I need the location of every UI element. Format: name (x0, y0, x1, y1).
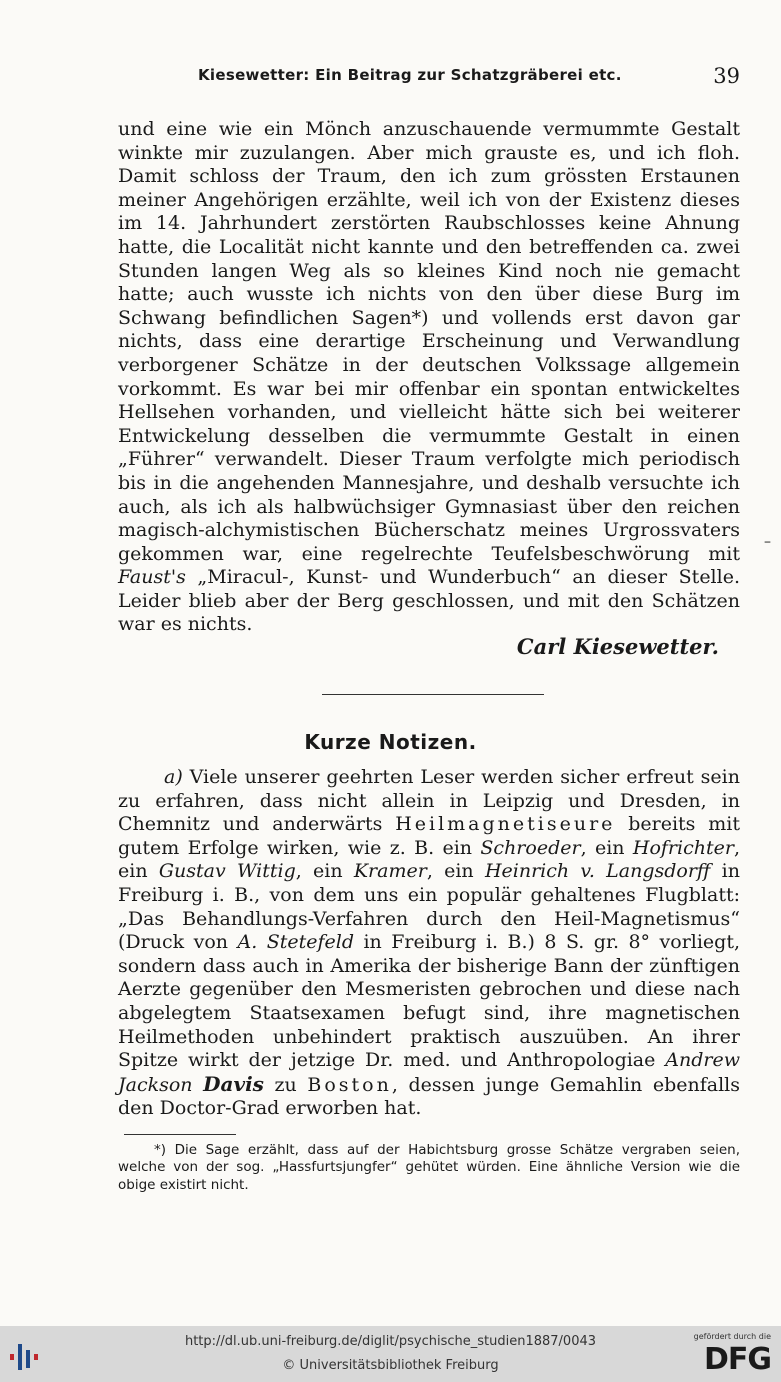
dfg-caption: gefördert durch die (693, 1332, 771, 1341)
section-title: Kurze Notizen. (304, 730, 477, 754)
name-kramer: Kramer (353, 860, 427, 883)
page-header (118, 66, 740, 96)
p2-text-f: , ein (426, 860, 485, 883)
p2-text-c: , ein (580, 836, 633, 859)
p2-text-b: bereits mit gutem Erfolge wirken, wie z. B. ein (118, 813, 740, 859)
footnote-mark: *) (154, 1142, 167, 1158)
p2-text-e: , ein (295, 860, 354, 883)
viewer-footer (0, 1326, 781, 1382)
body-paragraph-1 (118, 118, 740, 637)
faust-ref: Faust's (118, 566, 186, 589)
name-stetefeld: A. Stetefeld (237, 931, 354, 954)
page-number: 39 (713, 64, 740, 88)
p1-text: und eine wie ein Mönch anzuschauende vermummte Gestalt winkte mir zuzulangen. Aber mich grauste es, und ich floh. Damit schloss der Traum, den ich zum grössten Erstaunen meiner Angehörigen erzählte, weil ich von der Existenz dieses im 14. Jahrhundert zerstörten Raubschlosses keine Ahnung hatte, die Localität nicht kannte und den betreffenden ca. zwei Stunden langen Weg als so kleines Kind noch nie gemacht hatte; auch wusste ich nichts von den über diese Burg im Schwang befindlichen Sagen*) und vollends erst davon gar nichts, dass eine derartige Erscheinung und Verwandlung verborgener Schätze in der deutschen Volkssage allgemein vorkommt. Es war bei mir offenbar ein spontan entwickeltes Hellsehen vorhanden, und vielleicht hätte sich bei weiterer Entwickelung desselben die vermummte Gestalt in einen „Führer“ verwandelt. Dieser Traum verfolgte mich periodisch bis in die angehenden Mannesjahre, und deshalb versuchte ich auch, als ich als halbwüchsiger Gymnasiast über den reichen magisch-alchymistischen Bücherschatz meines Urgrossvaters gekommen war, eine regelrechte Teufelsbeschwörung mit (118, 118, 740, 565)
margin-mark: – (764, 534, 771, 550)
name-hofrichter: Hofrichter (632, 836, 734, 859)
p2-text-a: Viele unserer geehrten Leser werden sicher erfreut sein zu erfahren, dass nicht allein in Leipzig und Dresden, in Chemnitz und anderwärts (118, 766, 740, 836)
p1-end: „Miracul-, Kunst- und Wunderbuch“ an dieser Stelle. Leider blieb aber der Berg geschlossen, und mit den Schätzen war es nichts. (118, 566, 740, 636)
p2-text-d: , ein (118, 836, 740, 883)
name-davis: Davis (203, 1071, 264, 1096)
name-wittig: Gustav Wittig (158, 860, 296, 883)
author-signature: Carl Kiesewetter. (516, 634, 719, 659)
dfg-logo: DFG (703, 1342, 771, 1377)
section-divider (322, 694, 544, 695)
city-boston: Boston (307, 1073, 392, 1096)
name-schroeder: Schroeder (480, 836, 581, 859)
p2-text-h: in Freiburg i. B.) 8 S. gr. 8° vorliegt, sondern dass auch in Amerika der bisherige Bann der zünftigen Aerzte gegenüber den Mesmeristen gebrochen und diese nach abgelegtem Staatsexamen befugt sind, ihre magnetischen Heilmethoden unbehindert praktisch auszuüben. An ihrer Spitze wirkt der jetzige Dr. med. und Anthropologiae (118, 931, 741, 1072)
heilmagnetiseure: Heilmagnetiseure (395, 813, 616, 836)
item-label: a) (164, 766, 183, 788)
body-paragraph-2 (118, 766, 740, 1121)
running-title: Kiesewetter: Ein Beitrag zur Schatzgräberei etc. (198, 66, 622, 84)
copyright-text: © Universitätsbibliothek Freiburg (282, 1358, 499, 1373)
footnote-rule (124, 1134, 236, 1135)
footnote (118, 1142, 740, 1194)
p2-text-j: , dessen junge Gemahlin ebenfalls den Doctor-Grad erworben hat. (118, 1073, 740, 1120)
source-url-link[interactable]: http://dl.ub.uni-freiburg.de/diglit/psychische_studien1887/0043 (184, 1334, 597, 1349)
name-langsdorff: Heinrich v. Langsdorff (484, 860, 711, 883)
footnote-text: Die Sage erzählt, dass auf der Habichtsburg grosse Schätze vergraben seien, welche von der sog. „Hassfurtsjungfer“ gehütet würden. Eine ähnliche Version wie die obige existirt nicht. (118, 1142, 740, 1193)
name-andrew-jackson: Andrew Jackson (118, 1049, 740, 1096)
p2-text-i: zu (263, 1073, 308, 1096)
p2-text-g: in Freiburg i. B., von dem uns ein populär gehaltenes Flugblatt: „Das Behandlungs-Verfahren durch den Heil-Magnetismus“ (Druck von (118, 860, 740, 954)
